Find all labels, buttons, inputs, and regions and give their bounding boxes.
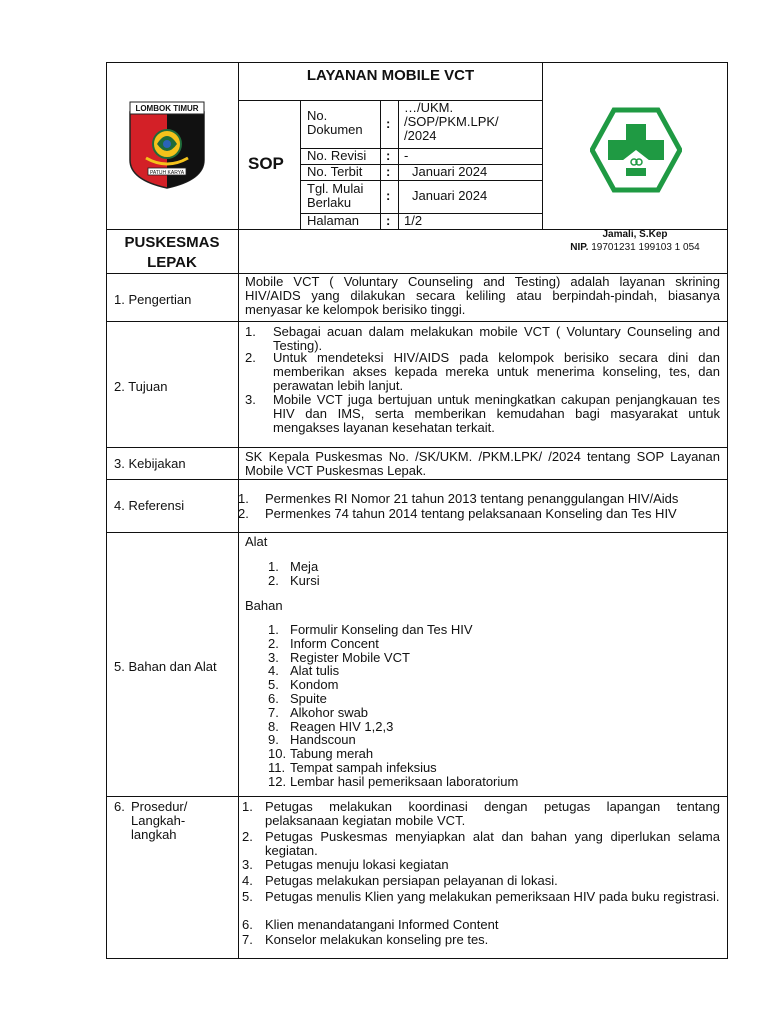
list-item: 10. Tabung merah bbox=[268, 746, 374, 762]
pengertian-text: Mobile VCT ( Voluntary Counseling and Testing) adalah layanan skrining HIV/AIDS yang dilakukan secara keliling atau berpindah-pindah, biasanya menyasar ke kelompok berisiko tinggi. bbox=[245, 274, 720, 317]
list-item: 3. Mobile VCT juga bertujuan untuk meningkatkan cakupan penjangkauan tes HIV dan IMS, serta memberikan kemudahan bagi masyarakat untuk mengakses layanan kesehatan terkait. bbox=[245, 392, 720, 435]
list-item: 12. Lembar hasil pemeriksaan laboratorium bbox=[268, 773, 519, 789]
field-sep: : bbox=[386, 188, 391, 203]
list-item: 11. Tempat sampah infeksius bbox=[268, 759, 437, 775]
field-value-halaman: 1/2 bbox=[404, 213, 423, 228]
section-label-prosedur: 6. Prosedur/ Langkah- langkah bbox=[114, 799, 188, 842]
list-item: 6. Klien menandatangani Informed Content bbox=[242, 917, 499, 932]
alat-list bbox=[268, 560, 320, 588]
bahan-heading: Bahan bbox=[245, 598, 283, 613]
list-item: 5. Kondom bbox=[268, 677, 339, 693]
field-value-no-dokumen: …/UKM. /SOP/PKM.LPK/ /2024 bbox=[404, 100, 499, 143]
field-label-halaman: Halaman bbox=[307, 213, 360, 228]
sop-label: SOP bbox=[248, 154, 284, 173]
list-item: 2. Untuk mendeteksi HIV/AIDS pada kelompok berisiko secara dini dan memberikan akses kepada mereka untuk menerima konseling, tes, dan perawatan lebih lanjut. bbox=[245, 350, 720, 393]
field-label-no-terbit: No. Terbit bbox=[307, 164, 363, 179]
logo-motto-text: PATUH KARYA bbox=[149, 170, 185, 176]
list-item: 2. Petugas Puskesmas menyiapkan alat dan bahan yang diperlukan selama kegiatan. bbox=[242, 829, 720, 858]
field-label-tgl-mulai: Tgl. Mulai Berlaku bbox=[307, 181, 364, 210]
field-sep: : bbox=[386, 148, 391, 163]
list-item: 4. Petugas melakukan persiapan pelayanan di lokasi. bbox=[242, 873, 558, 888]
list-item: 7. Konselor melakukan konseling pre tes. bbox=[242, 932, 489, 947]
list-item: 1. Meja bbox=[268, 559, 319, 574]
list-item: 1. Formulir Konseling dan Tes HIV bbox=[268, 622, 473, 637]
list-item: 7. Alkohor swab bbox=[268, 704, 369, 720]
signer-name: Jamali, S.Kep bbox=[602, 229, 668, 240]
section-label-pengertian: 1. Pengertian bbox=[114, 292, 192, 307]
field-sep: : bbox=[386, 213, 391, 228]
logo-banner-text: LOMBOK TIMUR bbox=[135, 104, 199, 113]
list-item: 6. Spuite bbox=[268, 690, 327, 706]
kebijakan-text: SK Kepala Puskesmas No. /SK/UKM. /PKM.LPK/ /2024 tentang SOP Layanan Mobile VCT Puskesmas Lepak. bbox=[245, 449, 720, 478]
list-item: 3. Petugas menuju lokasi kegiatan bbox=[242, 857, 449, 872]
field-sep: : bbox=[386, 164, 391, 179]
list-item: 2. Inform Concent bbox=[268, 635, 379, 651]
list-item: 5. Petugas menulis Klien yang melakukan pemeriksaan HIV pada buku registrasi. bbox=[242, 889, 720, 904]
field-label-no-dokumen: No. Dokumen bbox=[307, 108, 363, 137]
field-sep: : bbox=[386, 116, 391, 131]
list-item: 2. Kursi bbox=[268, 573, 320, 588]
section-label-tujuan: 2. Tujuan bbox=[114, 379, 168, 394]
alat-heading: Alat bbox=[245, 534, 268, 549]
list-item: 3. Register Mobile VCT bbox=[268, 649, 410, 665]
section-label-bahan-alat: 5. Bahan dan Alat bbox=[114, 659, 217, 674]
list-item: 2. Permenkes 74 tahun 2014 tentang pelaksanaan Konseling dan Tes HIV bbox=[238, 506, 677, 521]
list-item: 1. Permenkes RI Nomor 21 tahun 2013 tentang penanggulangan HIV/Aids bbox=[238, 491, 679, 506]
puskesmas-logo bbox=[590, 106, 682, 194]
field-value-no-terbit: Januari 2024 bbox=[412, 164, 488, 179]
list-item: 8. Reagen HIV 1,2,3 bbox=[268, 718, 394, 734]
field-value-no-revisi: - bbox=[404, 148, 409, 163]
list-item: 4. Alat tulis bbox=[268, 663, 340, 679]
list-item: 9. Handscoun bbox=[268, 732, 356, 748]
field-label-no-revisi: No. Revisi bbox=[307, 148, 367, 163]
bahan-list bbox=[268, 623, 518, 789]
lombok-timur-logo bbox=[124, 100, 210, 190]
institution-name: PUSKESMAS LEPAK bbox=[124, 234, 220, 271]
section-label-kebijakan: 3. Kebijakan bbox=[114, 456, 186, 471]
document-title: LAYANAN MOBILE VCT bbox=[306, 67, 475, 84]
section-label-referensi: 4. Referensi bbox=[114, 498, 185, 513]
field-value-tgl-mulai: Januari 2024 bbox=[412, 188, 488, 203]
list-item: 1. Sebagai acuan dalam melakukan mobile VCT ( Voluntary Counseling and Testing). bbox=[245, 324, 720, 353]
signer-nip: NIP. 19701231 199103 1 054 bbox=[570, 242, 700, 253]
list-item: 1. Petugas melakukan koordinasi dengan petugas lapangan tentang pelaksanaan kegiatan mobile VCT. bbox=[242, 799, 720, 828]
